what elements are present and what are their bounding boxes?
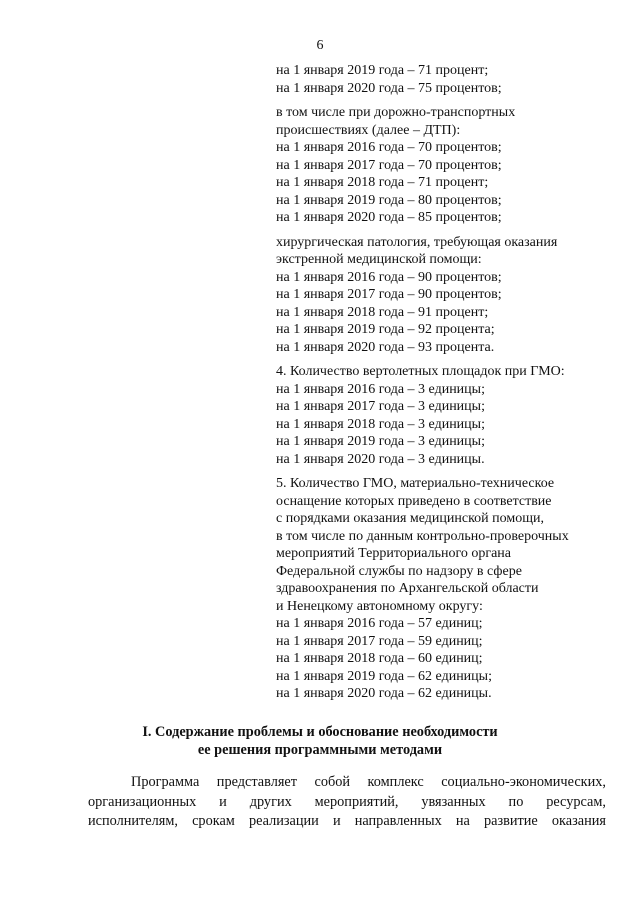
indicator-line: на 1 января 2016 года – 70 процентов;	[276, 140, 502, 155]
indicator-line: на 1 января 2020 года – 85 процентов;	[276, 210, 502, 225]
indicator-line: происшествиях (далее – ДТП):	[276, 122, 461, 138]
indicator-line: мероприятий Территориального органа	[276, 546, 512, 561]
indicator-line: на 1 января 2018 года – 91 процент;	[276, 304, 489, 320]
indicator-line: на 1 января 2018 года – 60 единиц;	[276, 651, 483, 666]
indicator-line: на 1 января 2017 года – 90 процентов;	[276, 287, 502, 302]
indicator-line: на 1 января 2016 года – 57 единиц;	[276, 616, 483, 631]
indicator-line: на 1 января 2019 года – 3 единицы;	[276, 434, 485, 449]
paragraph-line: организационных и других мероприятий, увязанных по ресурсам,	[88, 793, 606, 810]
indicator-line: на 1 января 2019 года – 62 единицы;	[276, 668, 492, 684]
indicator-line: в том числе при дорожно-транспортных	[276, 105, 516, 120]
indicator-block-4	[276, 363, 606, 468]
section-heading-line-2: ее решения программными методами	[197, 742, 443, 758]
indicator-block-3	[276, 234, 606, 357]
indicator-line: на 1 января 2017 года – 3 единицы;	[276, 399, 485, 414]
indicator-line: на 1 января 2020 года – 93 процента.	[276, 339, 495, 355]
indicator-line: и Ненецкому автономному округу:	[276, 598, 483, 614]
indicator-line: на 1 января 2019 года – 80 процентов;	[276, 192, 502, 208]
indicator-line: на 1 января 2018 года – 3 единицы;	[276, 416, 485, 432]
indicator-line: 4. Количество вертолетных площадок при ГМО:	[276, 364, 565, 379]
indicator-block-2	[276, 104, 606, 227]
indicator-line: здравоохранения по Архангельской области	[276, 581, 539, 596]
indicator-line: на 1 января 2020 года – 3 единицы.	[276, 451, 485, 467]
indicator-block-5	[276, 475, 606, 703]
page-number: 6	[316, 38, 324, 53]
indicator-line: хирургическая патология, требующая оказания	[276, 234, 558, 250]
indicator-line: Федеральной службы по надзору в сфере	[276, 563, 522, 579]
body-paragraph	[88, 773, 606, 832]
indicator-block-1	[276, 62, 606, 97]
indicator-line: экстренной медицинской помощи:	[276, 252, 482, 267]
indicator-line: на 1 января 2016 года – 3 единицы;	[276, 381, 485, 397]
indicator-line: на 1 января 2017 года – 59 единиц;	[276, 633, 483, 649]
indicator-line: на 1 января 2016 года – 90 процентов;	[276, 269, 502, 285]
indicator-line: на 1 января 2019 года – 71 процент;	[276, 63, 489, 78]
section-heading	[0, 723, 640, 759]
indicator-line: оснащение которых приведено в соответствие	[276, 493, 552, 509]
paragraph-line: исполнителям, срокам реализации и направленных на развитие оказания	[88, 813, 606, 829]
indicator-line: на 1 января 2019 года – 92 процента;	[276, 322, 495, 337]
indicator-line: на 1 января 2017 года – 70 процентов;	[276, 157, 502, 173]
indicator-line: с порядками оказания медицинской помощи,	[276, 511, 545, 526]
indicator-line: 5. Количество ГМО, материально-техническое	[276, 476, 555, 491]
indicator-line: на 1 января 2020 года – 62 единицы.	[276, 686, 492, 701]
section-heading-line-1: I. Содержание проблемы и обоснование необходимости	[142, 724, 498, 740]
indicator-line: на 1 января 2018 года – 71 процент;	[276, 175, 489, 190]
indicator-line: в том числе по данным контрольно-проверочных	[276, 528, 569, 544]
indicator-column	[276, 62, 606, 710]
indicator-line: на 1 января 2020 года – 75 процентов;	[276, 80, 502, 96]
paragraph-line: Программа представляет собой комплекс социально-экономических,	[131, 774, 606, 790]
